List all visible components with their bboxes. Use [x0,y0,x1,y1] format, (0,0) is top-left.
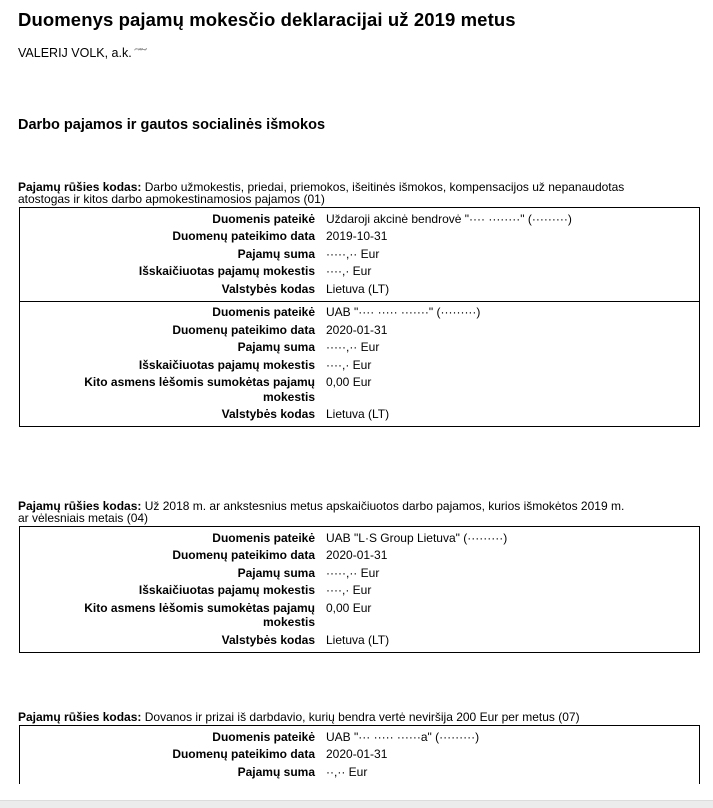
page-title: Duomenys pajamų mokesčio deklaracijai už 2019 metus [18,9,516,30]
provider-row: Duomenis pateikė UAB "L·S Group Lietuva" (·········) [212,530,508,545]
income-type-code-label: Pajamų rūšies kodas: [18,710,142,724]
income-type-code [18,181,698,205]
income-records-table [19,207,700,427]
income-record [20,208,699,301]
income-group [18,711,698,784]
section-title: Darbo pajamos ir gautos socialinės išmokos [18,117,326,133]
taxpayer-name: VALERIJ VOLK, a.k. [18,46,132,60]
provider-row: Duomenis pateikė UAB "··· ····· ······a" (·········) [212,729,480,744]
date-row: Duomenų pateikimo data 2019-10-31 [172,229,388,243]
income-group [18,181,698,427]
provider-row: Duomenis pateikė UAB "···· ····· ·······" (·········) [212,305,481,319]
income-type-code-text: Dovanos ir prizai iš darbdavio, kurių bendra vertė neviršija 200 Eur per metus (07) [144,710,580,724]
income-type-code [18,500,698,524]
income-records-table [19,725,700,784]
income-group [18,500,698,653]
taxpayer-code-masked: ͠͠͠͠ ͠͠͠͠͠͠ [135,48,141,60]
country-row: Valstybės kodas Lietuva (LT) [221,632,390,647]
amount-row: Pajamų suma ·····,·· Eur [237,246,380,261]
income-type-code-text: Už 2018 m. ar ankstesnius metus apskaičiuotos darbo pajamos, kurios išmokėtos 2019 m. ar vėlesniais metais (04) [18,499,625,525]
income-type-code-label: Pajamų rūšies kodas: [18,499,142,513]
other-tax-row: Kito asmens lėšomis sumokėtas pajamų mokestis 0,00 Eur [84,600,372,629]
date-row: Duomenų pateikimo data 2020-01-31 [172,747,388,761]
tax-row: Išskaičiuotas pajamų mokestis ····,· Eur [138,264,372,278]
country-row: Valstybės kodas Lietuva (LT) [221,281,390,296]
other-tax-row: Kito asmens lėšomis sumokėtas pajamų mokestis 0,00 Eur [84,375,372,404]
income-record [20,726,699,784]
income-records-table [19,526,700,653]
amount-row: Pajamų suma ·····,·· Eur [237,340,380,354]
taxpayer-line [18,46,140,60]
amount-row: Pajamų suma ·····,·· Eur [237,565,380,580]
tax-row: Išskaičiuotas pajamų mokestis ····,· Eur [138,357,372,372]
income-record [20,527,699,652]
amount-row: Pajamų suma ··,·· Eur [237,764,368,779]
provider-row: Duomenis pateikė Uždaroji akcinė bendrovė "···· ········" (·········) [212,211,572,226]
income-record [20,301,699,427]
date-row: Duomenų pateikimo data 2020-01-31 [172,548,388,562]
tax-row: Išskaičiuotas pajamų mokestis ····,· Eur [138,583,372,597]
country-row: Valstybės kodas Lietuva (LT) [221,407,390,421]
date-row: Duomenų pateikimo data 2020-01-31 [172,322,388,337]
income-type-code-text: Darbo užmokestis, priedai, priemokos, išeitinės išmokos, kompensacijos už nepanaudotas atostogas ir kitos darbo apmokestinamosios pajamos (01) [18,180,625,206]
income-type-code [18,711,698,723]
income-type-code-label: Pajamų rūšies kodas: [18,180,142,194]
